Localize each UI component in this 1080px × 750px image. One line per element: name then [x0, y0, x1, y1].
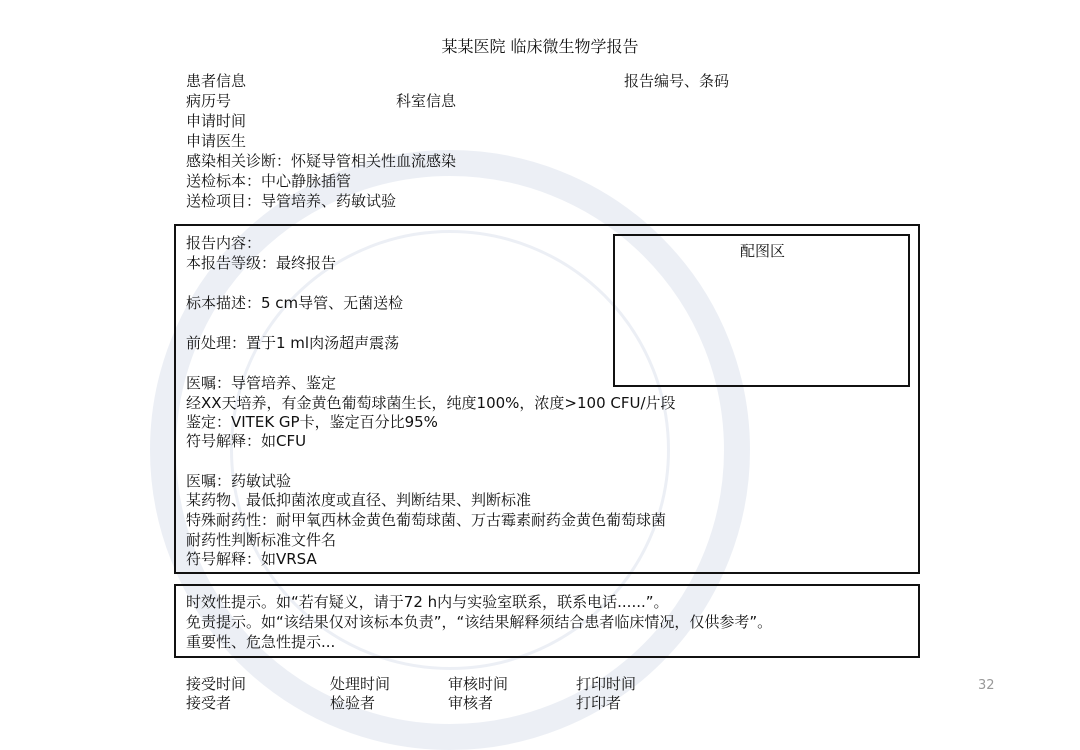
identification-line: 鉴定：VITEK GP卡，鉴定百分比95%	[186, 413, 438, 431]
test-items-line: 送检项目：导管培养、药敏试验	[186, 192, 397, 210]
report-content-label: 报告内容：	[186, 234, 262, 252]
print-time-label: 打印时间	[576, 675, 637, 693]
request-doctor-label: 申请医生	[186, 132, 247, 150]
resistance-line: 特殊耐药性：耐甲氧西林金黄色葡萄球菌、万古霉素耐药金黄色葡萄球菌	[186, 511, 667, 529]
request-time-label: 申请时间	[186, 112, 247, 130]
symbol-explanation-2: 符号解释：如VRSA	[186, 550, 317, 568]
process-time-label: 处理时间	[330, 675, 391, 693]
figure-area-label: 配图区	[740, 242, 786, 260]
culture-result-line: 经XX天培养，有金黄色葡萄球菌生长，纯度100%，浓度>100 CFU/片段	[186, 394, 676, 412]
record-number-label: 病历号	[186, 92, 232, 110]
order-culture-line: 医嘱：导管培养、鉴定	[186, 374, 337, 392]
receive-time-label: 接受时间	[186, 675, 247, 693]
pretreatment-line: 前处理：置于1 ml肉汤超声震荡	[186, 334, 400, 352]
drug-line: 某药物、最低抑菌浓度或直径、判断结果、判断标准	[186, 491, 532, 509]
reviewer-label: 审核者	[448, 694, 494, 712]
standard-file-line: 耐药性判断标准文件名	[186, 531, 337, 549]
symbol-explanation-1: 符号解释：如CFU	[186, 432, 307, 450]
department-info-label: 科室信息	[396, 92, 457, 110]
timeliness-note: 时效性提示。如“若有疑义，请于72 h内与实验室联系，联系电话......”。	[186, 593, 669, 611]
tester-label: 检验者	[330, 694, 376, 712]
patient-info-label: 患者信息	[186, 72, 247, 90]
specimen-line: 送检标本：中心静脉插管	[186, 172, 352, 190]
specimen-description-line: 标本描述：5 cm导管、无菌送检	[186, 294, 404, 312]
review-time-label: 审核时间	[448, 675, 509, 693]
importance-note: 重要性、危急性提示...	[186, 633, 336, 651]
page-number: 32	[978, 678, 995, 693]
disclaimer-note: 免责提示。如“该结果仅对该标本负责”，“该结果解释须结合患者临床情况，仅供参考”。	[186, 613, 773, 631]
receiver-label: 接受者	[186, 694, 232, 712]
diagnosis-line: 感染相关诊断：怀疑导管相关性血流感染	[186, 152, 457, 170]
printer-label: 打印者	[576, 694, 622, 712]
report-title: 某某医院 临床微生物学报告	[441, 37, 639, 56]
order-susceptibility-line: 医嘱：药敏试验	[186, 472, 292, 490]
report-level-line: 本报告等级：最终报告	[186, 254, 337, 272]
report-number-label: 报告编号、条码	[624, 72, 730, 90]
